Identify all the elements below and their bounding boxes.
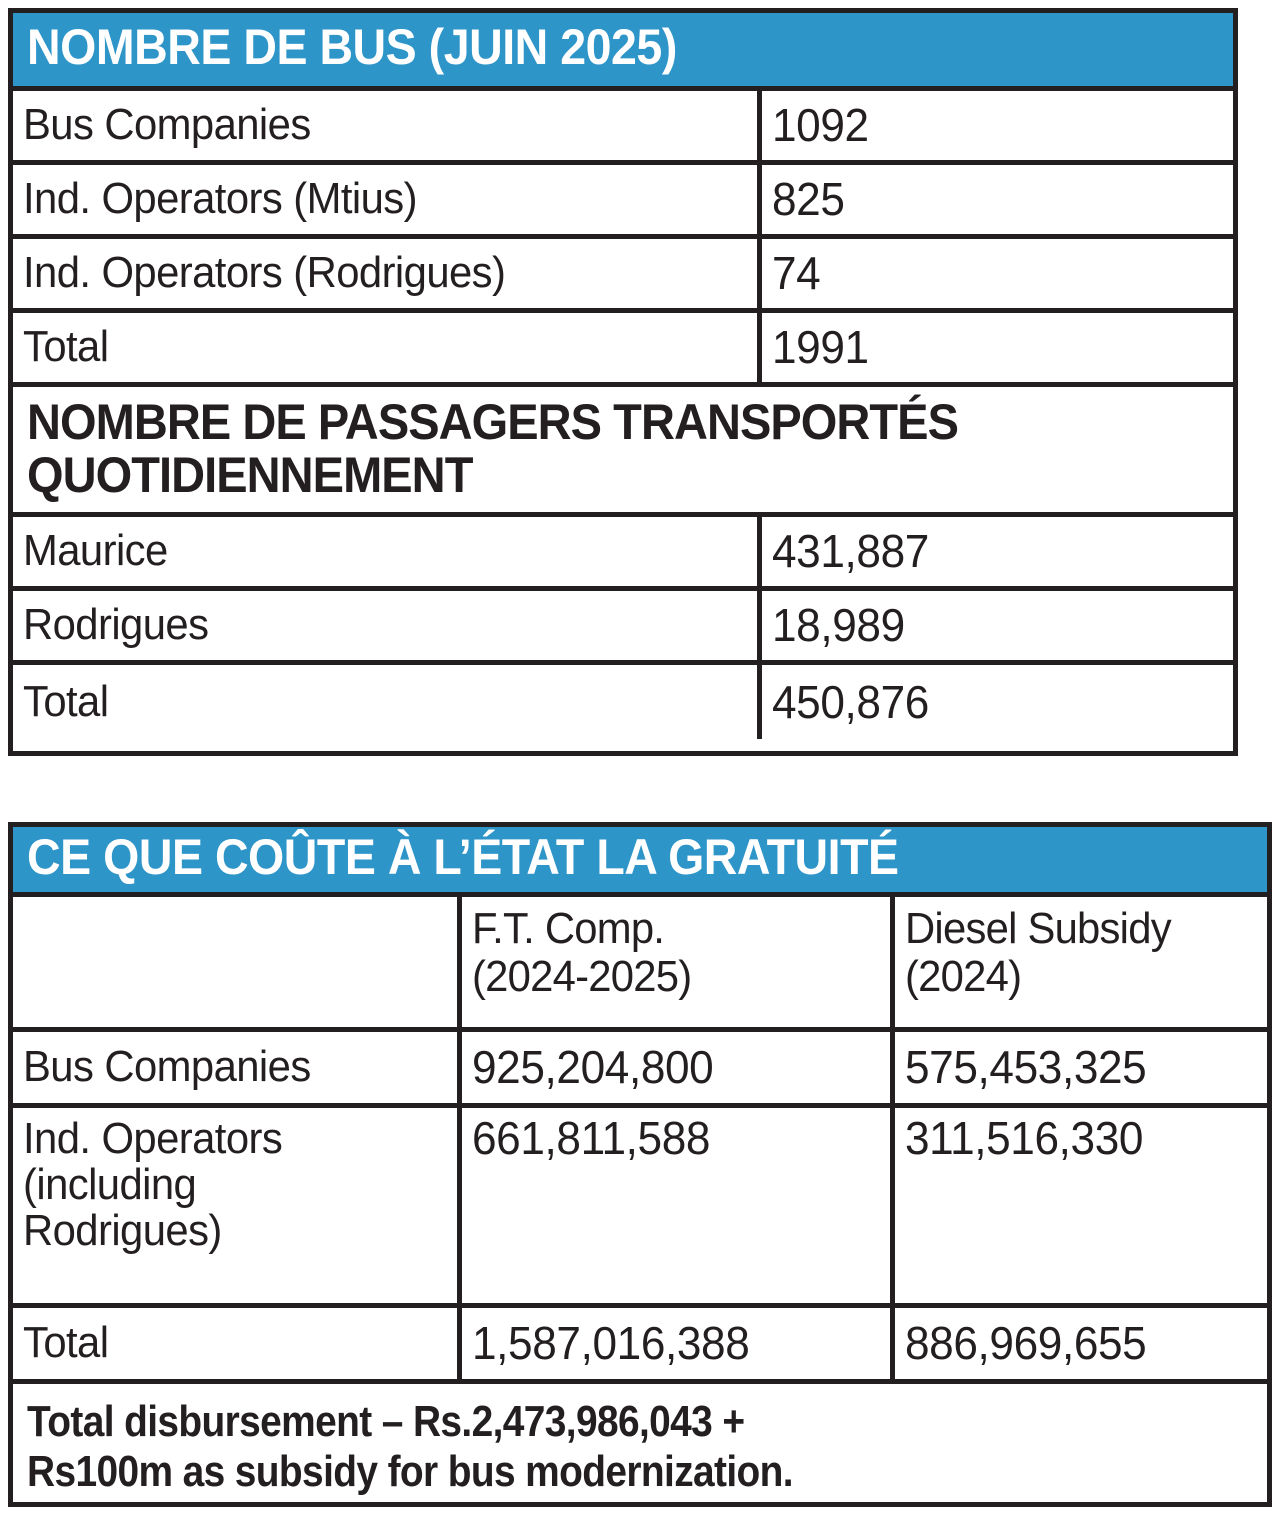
- cost-row-ftcomp-cell-2: [457, 1308, 890, 1379]
- cost-row-label-1-line2: (including: [23, 1160, 197, 1210]
- cost-footnote-line1: Total disbursement – Rs.2,473,986,043 +: [27, 1397, 745, 1447]
- table-row: [13, 313, 1233, 387]
- table-row: [13, 239, 1233, 313]
- passenger-row-value-1: 18,989: [772, 599, 905, 652]
- cost-header-diesel-subsidy: [890, 897, 1267, 1027]
- cost-row-diesel-cell-1: [890, 1108, 1267, 1303]
- bus-row-label-cell-2: [13, 239, 757, 308]
- cost-footnote-row: [13, 1384, 1267, 1511]
- bus-row-label-0: Bus Companies: [23, 100, 311, 150]
- cost-row-ftcomp-0: 925,204,800: [472, 1041, 714, 1094]
- cost-header-diesel-line2: (2024): [905, 951, 1022, 1001]
- cost-row-label-cell-2: [13, 1308, 457, 1379]
- passenger-section-heading-text: NOMBRE DE PASSAGERS TRANSPORTÉS QUOTIDIENNEMENT: [27, 393, 958, 503]
- passenger-row-label-1: Rodrigues: [23, 600, 209, 650]
- passenger-row-label-2: Total: [23, 676, 109, 726]
- table-row: [13, 1308, 1267, 1384]
- cost-header-ft-comp-line2: (2024-2025): [472, 951, 692, 1001]
- bus-row-label-cell-0: [13, 91, 757, 160]
- bus-row-label-3: Total: [23, 322, 109, 372]
- passenger-row-value-cell-1: [757, 591, 1233, 660]
- passenger-row-label-cell-0: [13, 517, 757, 586]
- cost-footnote: [13, 1384, 1267, 1511]
- bus-row-label-cell-3: [13, 313, 757, 382]
- bus-row-label-2: Ind. Operators (Rodrigues): [23, 248, 506, 298]
- bus-row-value-0: 1092: [772, 99, 869, 152]
- bus-row-value-cell-1: [757, 165, 1233, 234]
- table-row: [13, 1032, 1267, 1108]
- bus-table-banner-text: NOMBRE DE BUS (JUIN 2025): [27, 19, 677, 75]
- cost-row-ftcomp-cell-0: [457, 1032, 890, 1103]
- table-row: [13, 591, 1233, 665]
- passenger-row-label-0: Maurice: [23, 526, 168, 576]
- cost-row-diesel-1: 311,516,330: [905, 1112, 1144, 1164]
- cost-row-label-2: Total: [23, 1318, 109, 1368]
- cost-row-diesel-cell-0: [890, 1032, 1267, 1103]
- cost-row-label-1-line1: Ind. Operators: [23, 1114, 283, 1163]
- cost-header-ft-comp-line1: F.T. Comp.: [472, 904, 665, 953]
- bus-row-label-1: Ind. Operators (Mtius): [23, 174, 417, 224]
- passenger-row-label-cell-1: [13, 591, 757, 660]
- bus-row-value-2: 74: [772, 247, 821, 300]
- passenger-row-value-cell-2: [757, 665, 1233, 739]
- cost-row-ftcomp-2: 1,587,016,388: [472, 1317, 750, 1370]
- bus-row-value-cell-0: [757, 91, 1233, 160]
- cost-row-diesel-cell-2: [890, 1308, 1267, 1379]
- passenger-row-value-0: 431,887: [772, 525, 929, 578]
- cost-row-diesel-0: 575,453,325: [905, 1041, 1147, 1094]
- bus-row-value-cell-2: [757, 239, 1233, 308]
- bus-row-value-3: 1991: [772, 321, 869, 374]
- cost-header-empty-cell: [13, 897, 457, 1027]
- table-row: [13, 165, 1233, 239]
- cost-table-banner: [13, 827, 1267, 892]
- cost-header-ft-comp: [457, 897, 890, 1027]
- table-row: [13, 91, 1233, 165]
- bus-count-table: [8, 8, 1238, 756]
- passenger-section-heading-row: [13, 387, 1233, 517]
- cost-row-label-1: [23, 1114, 296, 1255]
- cost-row-label-cell-1: [13, 1108, 457, 1303]
- bus-row-label-cell-1: [13, 165, 757, 234]
- passenger-row-label-cell-2: [13, 665, 757, 739]
- bus-table-banner-row: [13, 13, 1233, 91]
- table-row: [13, 1108, 1267, 1308]
- cost-footnote-line2: Rs100m as subsidy for bus modernization.: [27, 1446, 793, 1496]
- cost-table-header-row: [13, 897, 1267, 1032]
- cost-row-label-1-line3: Rodrigues): [23, 1206, 222, 1256]
- passenger-row-value-cell-0: [757, 517, 1233, 586]
- cost-table-banner-text: CE QUE COÛTE À L’ÉTAT LA GRATUITÉ: [27, 829, 899, 885]
- cost-row-label-cell-0: [13, 1032, 457, 1103]
- table-row: [13, 517, 1233, 591]
- cost-header-diesel-line1: Diesel Subsidy: [905, 904, 1171, 953]
- cost-row-ftcomp-1: 661,811,588: [472, 1112, 711, 1164]
- passenger-row-value-2: 450,876: [772, 675, 929, 728]
- bus-table-banner: [13, 13, 1233, 86]
- table-row: [13, 665, 1233, 739]
- cost-row-diesel-2: 886,969,655: [905, 1317, 1147, 1370]
- cost-table-banner-row: [13, 827, 1267, 897]
- bus-row-value-cell-3: [757, 313, 1233, 382]
- gratuity-cost-table: [8, 822, 1272, 1507]
- passenger-section-heading: [13, 387, 1233, 512]
- cost-row-ftcomp-cell-1: [457, 1108, 890, 1303]
- bus-row-value-1: 825: [772, 173, 845, 226]
- cost-row-label-0: Bus Companies: [23, 1042, 311, 1092]
